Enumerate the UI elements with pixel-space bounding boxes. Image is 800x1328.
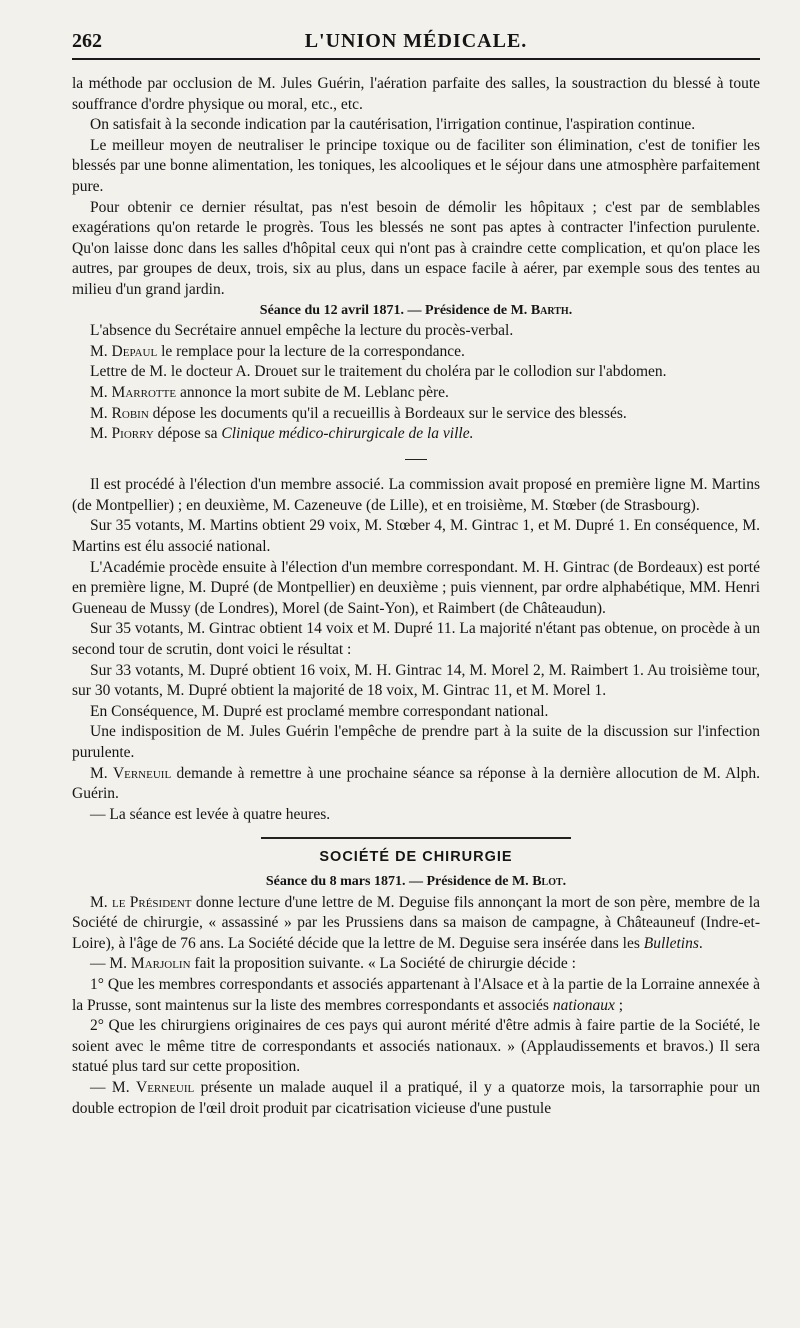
paragraph: L'absence du Secrétaire annuel empêche la lecture du procès-verbal. bbox=[90, 322, 514, 340]
person-name: Marrotte bbox=[111, 383, 177, 401]
paragraph: En Conséquence, M. Dupré est proclamé membre correspondant national. bbox=[90, 702, 549, 720]
separator-dash bbox=[72, 449, 760, 470]
emphasis: nationaux bbox=[552, 996, 615, 1014]
paragraph: M. Robin dépose les documents qu'il a recueillis à Bordeaux sur le service des blessés. bbox=[90, 404, 627, 422]
paragraph: M. le Président donne lecture d'une lettre de M. Deguise fils annonçant la mort de son père, membre de la Société de chirurgie, « assassiné » par les Prussiens dans sa maison de campagne, à Châteauneuf (Indre-et-Loire), à l'âge de 76 ans. La Société décide que la lettre de M. Deguise sera insérée dans les Bulletins. bbox=[72, 893, 760, 952]
president-name: Blot bbox=[532, 873, 563, 889]
paragraph: Sur 35 votants, M. Gintrac obtient 14 voix et M. Dupré 11. La majorité n'étant pas obtenue, on procède à un second tour de scrutin, dont voici le résultat : bbox=[72, 620, 760, 659]
paragraph: Sur 35 votants, M. Martins obtient 29 voix, M. Stœber 4, M. Gintrac 1, et M. Dupré 1. En conséquence, M. Martins est élu associé national. bbox=[72, 517, 760, 556]
paragraph: M. Marrotte annonce la mort subite de M. Leblanc père. bbox=[90, 383, 449, 401]
page-number: 262 bbox=[72, 30, 102, 52]
person-name: Verneuil bbox=[112, 764, 172, 782]
paragraph: Sur 33 votants, M. Dupré obtient 16 voix, M. H. Gintrac 14, M. Morel 2, M. Raimbert 1. Au troisième tour, sur 30 votants, M. Dupré obtient la majorité de 18 voix, M. Gintrac 11, et M. Morel 1. bbox=[72, 661, 760, 700]
seance-heading-academie: Séance du 12 avril 1871. — Présidence de M. Barth. bbox=[259, 302, 573, 318]
paragraph: On satisfait à la seconde indication par la cautérisation, l'irrigation continue, l'aspiration continue. bbox=[90, 116, 696, 134]
person-name: Robin bbox=[111, 404, 149, 422]
running-title: L'UNION MÉDICALE. bbox=[304, 30, 528, 52]
section-divider bbox=[261, 837, 571, 839]
paragraph: — M. Marjolin fait la proposition suivante. « La Société de chirurgie décide : bbox=[90, 955, 576, 973]
paragraph: — M. Verneuil présente un malade auquel il a pratiqué, il y a quatorze mois, la tarsorraphie pour un double ectropion de l'œil droit produit par cicatrisation vicieuse d'une pustule bbox=[72, 1078, 760, 1117]
paragraph: la méthode par occlusion de M. Jules Guérin, l'aération parfaite des salles, la soustraction du blessé à toute souffrance d'ordre physique ou moral, etc., etc. bbox=[72, 75, 760, 113]
paragraph: M. Depaul le remplace pour la lecture de la correspondance. bbox=[90, 342, 465, 360]
publication-title: Bulletins bbox=[643, 934, 699, 952]
person-name: Piorry bbox=[111, 425, 154, 443]
paragraph: 1° Que les membres correspondants et associés appartenant à l'Alsace et à la partie de la Lorraine annexée à la Prusse, sont maintenus sur la liste des membres correspondants et associés nationaux ; bbox=[72, 975, 760, 1014]
person-name: le Président bbox=[111, 893, 192, 911]
paragraph: 2° Que les chirurgiens originaires de ces pays qui auront mérité d'être admis à faire partie de la Société, le soient avec le même titre de correspondants et associés nationaux. » (Applaudissements et bravos.) Il sera statué plus tard sur cette proposition. bbox=[72, 1017, 760, 1076]
paragraph: M. Verneuil demande à remettre à une prochaine séance sa réponse à la dernière allocution de M. Alph. Guérin. bbox=[72, 764, 760, 803]
society-title: SOCIÉTÉ DE CHIRURGIE bbox=[319, 849, 513, 866]
president-name: Barth bbox=[530, 302, 569, 318]
page-header bbox=[72, 28, 760, 60]
paragraph: Il est procédé à l'élection d'un membre associé. La commission avait proposé en première ligne M. Martins (de Montpellier) ; en deuxième, M. Cazeneuve (de Lille), et en troisième, M. Stœber (de Strasbourg). bbox=[72, 476, 760, 514]
paragraph: Lettre de M. le docteur A. Drouet sur le traitement du choléra par le collodion sur l'abdomen. bbox=[90, 363, 667, 381]
paragraph: Le meilleur moyen de neutraliser le principe toxique ou de faciliter son élimination, c'est de tonifier les blessés par une bonne alimentation, les toniques, les alcooliques et le séjour dans une atmosphère parfaitement pure. bbox=[72, 136, 760, 195]
paragraph: Une indisposition de M. Jules Guérin l'empêche de prendre part à la suite de la discussion sur l'infection purulente. bbox=[72, 723, 760, 761]
paragraph: — La séance est levée à quatre heures. bbox=[90, 805, 331, 823]
paragraph: Pour obtenir ce dernier résultat, pas n'est besoin de démolir les hôpitaux ; c'est par de semblables exagérations qu'on retarde le progrès. Tous les blessés ne sont pas aptes à contracter l'infection purulente. Qu'on laisse donc dans les salles d'hôpital ceux qui n'ont pas à craindre cette complication, et qu'on place les autres, par groupes de deux, trois, six au plus, dans un espace facile à aérer, par exemple sous des tentes au milieu d'un grand jardin. bbox=[72, 198, 760, 298]
seance-heading-societe: Séance du 8 mars 1871. — Présidence de M. Blot. bbox=[265, 873, 567, 889]
book-title: Clinique médico-chirurgicale de la ville. bbox=[221, 425, 474, 443]
person-name: Marjolin bbox=[130, 955, 191, 973]
article-body bbox=[72, 74, 760, 1119]
person-name: Depaul bbox=[111, 342, 158, 360]
paragraph: L'Académie procède ensuite à l'élection d'un membre correspondant. M. H. Gintrac (de Bordeaux) est porté en première ligne, M. Dupré (de Montpellier) en deuxième ; puis viennent, par ordre alphabétique, MM. Henri Gueneau de Mussy (de Londres), Morel (de Saint-Yon), et Raimbert (de Châteaudun). bbox=[72, 558, 760, 617]
person-name: Verneuil bbox=[136, 1078, 195, 1096]
paragraph: M. Piorry dépose sa Clinique médico-chirurgicale de la ville. bbox=[90, 425, 474, 443]
